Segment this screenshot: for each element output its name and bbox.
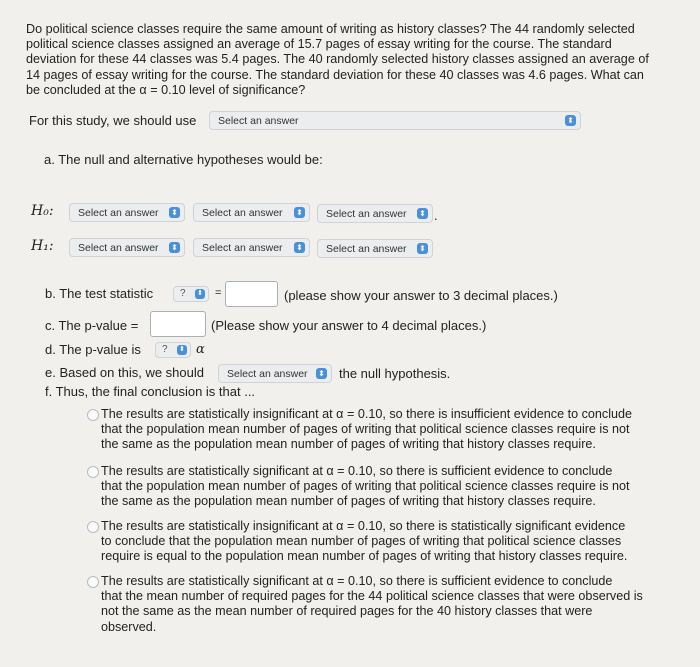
chevron-updown-icon: ⬍ [417, 243, 428, 254]
part-f-label: f. Thus, the final conclusion is that ... [45, 384, 256, 399]
alpha-symbol: α [196, 342, 205, 357]
h1-select-3-value: Select an answer [326, 243, 407, 255]
h0-select-2-value: Select an answer [202, 207, 283, 219]
h1-select-2-value: Select an answer [202, 242, 283, 254]
study-label: For this study, we should use [29, 113, 197, 128]
h0-select-1[interactable] [69, 203, 185, 222]
part-e-label: e. Based on this, we should [45, 365, 204, 380]
question-text: Do political science classes require the same amount of writing as history classes? The 44 randomly selected political science classes assigned an average of 15.7 pages of essay writing for the course. The standard deviation for these 44 classes was 5.4 pages. The 40 randomly selected history classes assigned an average of 14 pages of essay writing for the course. The standard deviation for these 40 classes was 4.6 pages. What can be concluded at the α = 0.10 level of significance? [26, 22, 649, 97]
chevron-updown-icon: ⬍ [169, 207, 180, 218]
chevron-updown-icon: ⬍ [195, 289, 205, 299]
h1-select-1-value: Select an answer [78, 242, 159, 254]
h0-trailing-period: . [434, 208, 438, 223]
conclusion-option-2-radio[interactable] [87, 466, 99, 478]
h0-select-2[interactable] [193, 203, 310, 222]
conclusion-option-2-text: The results are statistically significant at α = 0.10, so there is sufficient evidence to conclude that the population mean number of pages of writing that political science classes require is not the same as the population mean number of pages of writing that history classes require. [101, 464, 630, 509]
h0-label: H₀: [31, 203, 54, 219]
chevron-updown-icon: ⬍ [177, 345, 187, 355]
test-statistic-select-value: ? [180, 288, 186, 299]
study-select-value: Select an answer [218, 115, 299, 127]
conclusion-option-3-text: The results are statistically insignificant at α = 0.10, so there is statistically significant evidence to conclude that the population mean number of pages of writing that political science classes require is equal to the population mean number of pages of writing that history classes require. [101, 519, 628, 564]
chevron-updown-icon: ⬍ [294, 207, 305, 218]
test-statistic-hint: (please show your answer to 3 decimal places.) [284, 288, 558, 303]
h0-select-3[interactable] [317, 204, 433, 223]
part-d-label: d. The p-value is [45, 342, 141, 357]
p-value-hint: (Please show your answer to 4 decimal places.) [211, 318, 487, 333]
part-a-label: a. The null and alternative hypotheses would be: [44, 152, 323, 167]
test-statistic-input[interactable] [225, 281, 278, 307]
study-select[interactable] [209, 111, 581, 130]
conclusion-option-4-text: The results are statistically significant at α = 0.10, so there is sufficient evidence to conclude that the mean number of required pages for the 44 political science classes that were observed is not the same as the mean number of required pages for the 40 history classes that were observed. [101, 574, 643, 634]
part-e-suffix: the null hypothesis. [339, 366, 451, 381]
part-b-label: b. The test statistic [45, 286, 154, 301]
conclusion-option-1-text: The results are statistically insignificant at α = 0.10, so there is insufficient evidence to conclude that the population mean number of pages of writing that political science classes require is not the same as the population mean number of pages of writing that history classes require. [101, 407, 633, 452]
part-c-label: c. The p-value = [45, 318, 139, 333]
h1-select-2[interactable] [193, 238, 310, 257]
conclusion-option-4-radio[interactable] [87, 576, 99, 588]
null-decision-select-value: Select an answer [227, 368, 308, 380]
equals-sign: = [215, 287, 222, 299]
p-value-compare-select-value: ? [162, 344, 168, 355]
p-value-compare-select[interactable] [155, 342, 191, 358]
h1-select-3[interactable] [317, 239, 433, 258]
h1-label: H₁: [31, 238, 54, 254]
h1-select-1[interactable] [69, 238, 185, 257]
h0-select-1-value: Select an answer [78, 207, 159, 219]
p-value-input[interactable] [150, 311, 206, 337]
conclusion-option-1-radio[interactable] [87, 409, 99, 421]
chevron-updown-icon: ⬍ [565, 115, 576, 126]
h0-select-3-value: Select an answer [326, 208, 407, 220]
chevron-updown-icon: ⬍ [294, 242, 305, 253]
chevron-updown-icon: ⬍ [316, 368, 327, 379]
chevron-updown-icon: ⬍ [417, 208, 428, 219]
null-decision-select[interactable] [218, 364, 332, 383]
conclusion-option-3-radio[interactable] [87, 521, 99, 533]
chevron-updown-icon: ⬍ [169, 242, 180, 253]
test-statistic-select[interactable] [173, 286, 209, 302]
